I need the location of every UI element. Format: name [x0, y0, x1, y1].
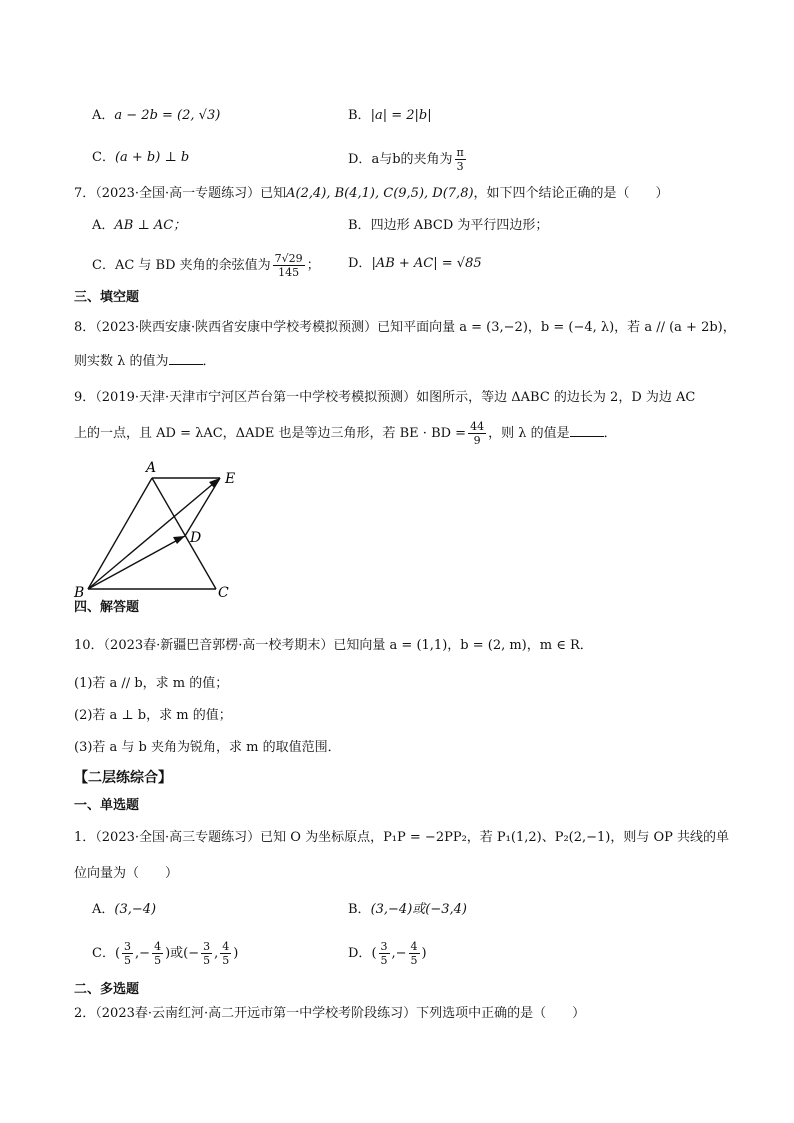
q10-part-3: (3)若 a 与 b 夹角为锐角，求 m 的取值范围． — [74, 740, 341, 755]
question-text: 如图所示，等边 ΔABC 的边长为 2，D 为边 AC — [416, 390, 696, 405]
question-source: （2023·全国·高一专题练习） — [95, 186, 261, 201]
question-number: 1． — [74, 830, 96, 845]
option-label: C． — [92, 150, 115, 165]
segment-ac — [152, 478, 216, 589]
fraction — [220, 940, 231, 967]
q6-option-a — [92, 106, 220, 126]
question-text: 则实数 λ 的值为 — [74, 354, 169, 369]
option-label: D． — [348, 256, 372, 271]
q8-line2 — [74, 352, 216, 372]
arrowhead-d — [173, 536, 185, 544]
frac-den: 5 — [222, 954, 230, 967]
question-source: （2019·天津·天津市宁河区芦台第一中学校考模拟预测） — [95, 390, 417, 405]
l2q1-option-c: C．( $\frac{3}{5}$ ,− $\frac{4}{5}$ )或(− $\frac{3}{5}$ , $\frac{4}{5}$ ) — [92, 940, 239, 967]
label-e: E — [225, 471, 236, 487]
frac-num: 3 — [380, 940, 388, 953]
q7-option-d — [348, 254, 482, 274]
q6-option-d — [348, 146, 468, 173]
option-text: a − 2b = (2, √3) — [114, 108, 221, 123]
option-text: (3,−4)或(−3,4) — [370, 902, 467, 917]
label-b: B — [74, 585, 85, 601]
frac-num: π — [456, 146, 464, 159]
fraction — [379, 940, 390, 967]
l2q1-line2: 位向量为（ ） — [74, 866, 179, 881]
question-math: A(2,4), B(4,1), C(9,5), D(7,8) — [286, 186, 474, 201]
frac-den: 5 — [203, 954, 211, 967]
l2q1-option-a — [92, 900, 156, 920]
question-text: 已知 — [260, 186, 287, 201]
question-number: 2． — [74, 1006, 96, 1021]
label-a: A — [146, 460, 157, 476]
frac-den: 5 — [154, 954, 162, 967]
option-text: ； — [306, 258, 320, 273]
l2q1-option-d: D．( $\frac{3}{5}$ ,− $\frac{4}{5}$ ) — [348, 940, 427, 967]
section-heading-multi: 二、多选题 — [74, 982, 140, 997]
option-label: B． — [348, 902, 371, 917]
l2q1-stem — [74, 828, 729, 848]
answer-blank[interactable] — [570, 424, 604, 437]
frac-den: 9 — [473, 434, 481, 447]
frac-den: 5 — [124, 954, 132, 967]
option-text: AB ⊥ AC； — [114, 218, 187, 233]
question-text: ，则 λ 的值是 — [488, 426, 570, 441]
question-text: 下列选项中正确的是（ ） — [416, 1006, 586, 1021]
option-text: 或 — [170, 946, 184, 961]
option-label: A． — [92, 108, 115, 123]
answer-blank[interactable] — [169, 352, 203, 365]
q9-line2 — [74, 420, 617, 447]
question-number: 10． — [74, 638, 104, 653]
fraction — [468, 420, 486, 447]
frac-num: 3 — [203, 940, 211, 953]
fraction — [455, 146, 466, 173]
option-label: D． — [348, 946, 372, 961]
option-text: |a| = 2|b| — [370, 108, 432, 123]
option-text: (a + b) ⊥ b — [114, 150, 190, 165]
option-text: 四边形 ABCD 为平行四边形； — [370, 218, 549, 233]
question-text: ． — [603, 426, 617, 441]
segment-ba — [88, 478, 152, 589]
label-d: D — [190, 530, 202, 546]
frac-num: 4 — [222, 940, 230, 953]
q7-option-a — [92, 216, 186, 236]
frac-num: 44 — [470, 420, 485, 433]
option-label: C． — [92, 258, 115, 273]
option-label: A． — [92, 218, 115, 233]
question-text: ，如下四个结论正确的是（ ） — [473, 186, 669, 201]
question-number: 8． — [74, 320, 96, 335]
fraction — [273, 252, 305, 279]
section-heading-answer: 四、解答题 — [74, 600, 140, 615]
q6-option-b — [348, 106, 432, 126]
frac-num: 3 — [124, 940, 132, 953]
fraction — [152, 940, 163, 967]
frac-num: 7√29 — [274, 252, 303, 265]
question-text: 已知 O 为坐标原点，P₁P = −2PP₂，若 P₁(1,2)、P₂(2,−1)，则与 OP 共线的单 — [260, 830, 730, 845]
question-number: 7． — [74, 186, 96, 201]
q7-option-c — [92, 252, 320, 279]
frac-den: 5 — [410, 954, 418, 967]
question-source: （2023·陕西安康·陕西省安康中学校考模拟预测） — [95, 320, 378, 335]
fraction — [122, 940, 133, 967]
question-source: （2023春·云南红河·高二开远市第一中学校考阶段练习） — [95, 1006, 417, 1021]
frac-den: 3 — [456, 160, 464, 173]
option-label: B． — [348, 108, 371, 123]
l2q2-stem — [74, 1004, 585, 1024]
q6-option-c — [92, 148, 189, 168]
q10-part-1: (1)若 a // b，求 m 的值； — [74, 676, 229, 691]
option-text: a与b的夹角为 — [371, 152, 453, 167]
frac-den: 145 — [278, 266, 300, 279]
option-label: C． — [92, 946, 115, 961]
label-c: C — [218, 585, 229, 601]
question-number: 9． — [74, 390, 96, 405]
q7-stem — [74, 184, 669, 204]
frac-num: 4 — [154, 940, 162, 953]
frac-num: 4 — [410, 940, 418, 953]
q8-stem — [74, 318, 736, 338]
section-heading-fill-blank: 三、填空题 — [74, 290, 140, 305]
l2q1-option-b — [348, 900, 467, 920]
question-source: （2023春·新疆巴音郭楞·高一校考期末） — [103, 638, 334, 653]
q7-option-b — [348, 216, 548, 236]
frac-den: 5 — [380, 954, 388, 967]
q10-part-2: (2)若 a ⊥ b，求 m 的值； — [74, 708, 232, 723]
q9-stem — [74, 388, 695, 408]
fraction — [409, 940, 420, 967]
q10-stem — [74, 636, 593, 656]
option-label: B． — [348, 218, 371, 233]
option-label: D． — [348, 152, 372, 167]
option-text: |AB + AC| = √85 — [371, 256, 482, 271]
question-text: ． — [202, 354, 216, 369]
level2-title: 【二层练综合】 — [74, 770, 172, 786]
question-source: （2023·全国·高三专题练习） — [95, 830, 261, 845]
question-text: 已知平面向量 a = (3,−2)，b = (−4, λ)，若 a // (a + 2b)， — [377, 320, 736, 335]
question-text: 上的一点，且 AD = λAC，ΔADE 也是等边三角形，若 BE · BD = — [74, 426, 467, 441]
q9-triangle-figure — [70, 456, 250, 601]
question-text: 已知向量 a = (1,1)，b = (2, m)，m ∈ R． — [333, 638, 593, 653]
option-text: (3,−4) — [114, 902, 157, 917]
option-label: A． — [92, 902, 115, 917]
fraction — [201, 940, 212, 967]
section-heading-single: 一、单选题 — [74, 798, 140, 813]
option-text: AC 与 BD 夹角的余弦值为 — [114, 258, 271, 273]
